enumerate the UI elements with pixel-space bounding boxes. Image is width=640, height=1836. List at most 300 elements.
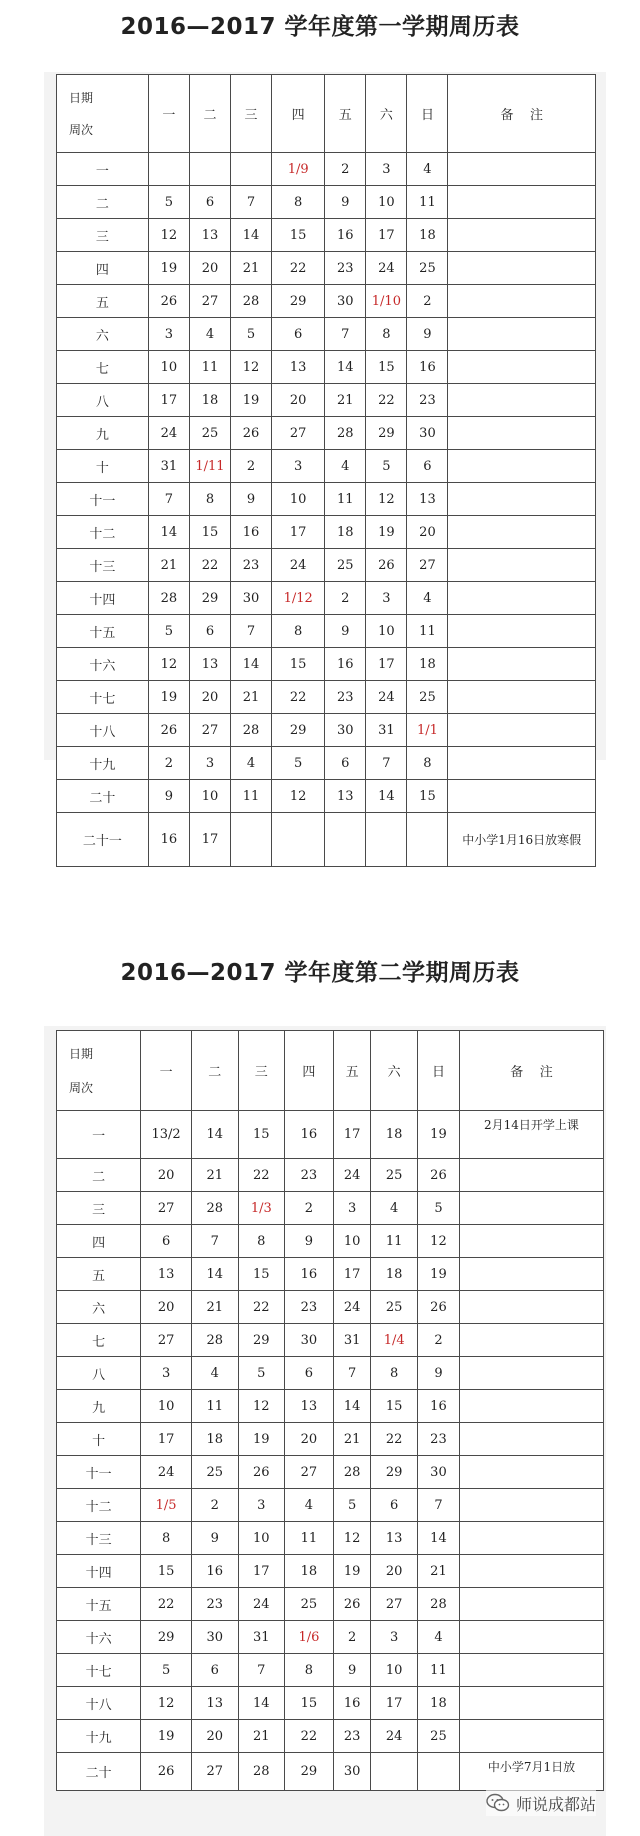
date-cell: 26 (141, 1753, 192, 1791)
wechat-icon (486, 1793, 510, 1813)
date-cell: 26 (148, 714, 189, 747)
week-number-cell: 六 (57, 1291, 141, 1324)
date-cell: 2 (192, 1489, 239, 1522)
week-row (57, 549, 596, 582)
date-cell: 9 (285, 1225, 334, 1258)
weekday-header: 五 (325, 75, 366, 153)
date-cell: 29 (371, 1456, 418, 1489)
note-cell (459, 1225, 603, 1258)
date-cell: 28 (417, 1588, 459, 1621)
note-cell (459, 1555, 603, 1588)
date-cell: 16 (148, 813, 189, 867)
date-cell: 7 (148, 483, 189, 516)
date-cell: 13 (189, 648, 230, 681)
date-cell: 8 (371, 1357, 418, 1390)
date-cell (189, 153, 230, 186)
date-cell: 24 (333, 1291, 371, 1324)
date-cell: 20 (272, 384, 325, 417)
date-cell: 22 (238, 1291, 285, 1324)
week-number-cell: 四 (57, 252, 149, 285)
date-cell: 23 (285, 1159, 334, 1192)
date-cell: 14 (148, 516, 189, 549)
date-cell: 2 (417, 1324, 459, 1357)
week-number-cell: 二 (57, 1159, 141, 1192)
date-cell: 30 (325, 714, 366, 747)
date-cell: 23 (333, 1720, 371, 1753)
semester-2-title: 2016—2017 学年度第二学期周历表 (120, 960, 520, 986)
date-cell: 19 (366, 516, 407, 549)
date-cell: 22 (285, 1720, 334, 1753)
date-cell: 31 (366, 714, 407, 747)
week-number-cell: 五 (57, 285, 149, 318)
note-cell (459, 1390, 603, 1423)
date-cell: 24 (238, 1588, 285, 1621)
date-cell: 13/2 (141, 1111, 192, 1159)
date-cell: 1/6 (285, 1621, 334, 1654)
date-cell: 11 (285, 1522, 334, 1555)
date-cell: 25 (371, 1159, 418, 1192)
date-cell: 25 (371, 1291, 418, 1324)
date-cell: 9 (407, 318, 448, 351)
week-number-cell: 二十一 (57, 813, 149, 867)
date-cell: 6 (189, 186, 230, 219)
week-row (57, 780, 596, 813)
date-cell: 20 (285, 1423, 334, 1456)
date-cell: 12 (238, 1390, 285, 1423)
date-cell: 27 (285, 1456, 334, 1489)
date-cell: 17 (333, 1111, 371, 1159)
date-cell: 30 (285, 1324, 334, 1357)
date-cell (407, 813, 448, 867)
date-cell: 8 (141, 1522, 192, 1555)
date-cell: 25 (192, 1456, 239, 1489)
date-cell: 8 (272, 186, 325, 219)
week-number-cell: 八 (57, 1357, 141, 1390)
date-cell: 3 (141, 1357, 192, 1390)
date-cell: 8 (238, 1225, 285, 1258)
date-cell: 6 (192, 1654, 239, 1687)
date-cell: 2 (325, 582, 366, 615)
date-cell: 31 (333, 1324, 371, 1357)
date-cell: 21 (148, 549, 189, 582)
note-cell (448, 615, 596, 648)
date-cell: 28 (192, 1324, 239, 1357)
date-cell (231, 153, 272, 186)
weekday-header: 二 (192, 1031, 239, 1111)
date-cell: 11 (417, 1654, 459, 1687)
date-cell: 28 (333, 1456, 371, 1489)
date-cell: 3 (333, 1192, 371, 1225)
week-number-cell: 十二 (57, 1489, 141, 1522)
date-cell: 3 (238, 1489, 285, 1522)
date-cell: 20 (189, 681, 230, 714)
date-cell: 17 (366, 648, 407, 681)
week-row (57, 318, 596, 351)
note-cell (459, 1522, 603, 1555)
date-cell: 26 (231, 417, 272, 450)
note-cell (448, 219, 596, 252)
date-cell: 22 (366, 384, 407, 417)
weekday-header: 六 (371, 1031, 418, 1111)
note-cell (459, 1192, 603, 1225)
week-row (57, 1489, 604, 1522)
date-cell: 19 (417, 1258, 459, 1291)
note-cell (448, 186, 596, 219)
week-number-cell: 七 (57, 1324, 141, 1357)
week-row (57, 219, 596, 252)
date-cell: 17 (189, 813, 230, 867)
date-cell: 25 (407, 681, 448, 714)
header-corner-cell (57, 75, 149, 153)
note-cell (448, 318, 596, 351)
date-cell: 15 (272, 219, 325, 252)
date-cell: 4 (407, 153, 448, 186)
date-cell: 19 (238, 1423, 285, 1456)
date-cell: 21 (192, 1159, 239, 1192)
date-cell: 22 (272, 681, 325, 714)
date-cell: 21 (231, 681, 272, 714)
note-cell (459, 1159, 603, 1192)
date-cell: 3 (272, 450, 325, 483)
date-cell: 10 (141, 1390, 192, 1423)
date-cell: 15 (189, 516, 230, 549)
date-cell: 9 (325, 615, 366, 648)
date-label: 日期 (69, 91, 94, 105)
date-cell: 21 (231, 252, 272, 285)
date-cell: 10 (272, 483, 325, 516)
date-cell: 17 (141, 1423, 192, 1456)
week-number-cell: 十二 (57, 516, 149, 549)
weekday-header: 日 (407, 75, 448, 153)
note-cell: 中小学1月16日放寒假 (448, 813, 596, 867)
header-corner-cell (57, 1031, 141, 1111)
date-cell (371, 1753, 418, 1791)
note-cell: 2月14日开学上课 (459, 1111, 603, 1159)
semester-2-calendar-table (56, 1030, 604, 1791)
date-cell: 5 (417, 1192, 459, 1225)
date-cell: 15 (407, 780, 448, 813)
weekday-header: 三 (231, 75, 272, 153)
date-cell: 16 (325, 219, 366, 252)
date-cell: 24 (148, 417, 189, 450)
week-number-cell: 二十 (57, 780, 149, 813)
date-cell: 18 (417, 1687, 459, 1720)
date-cell: 1/9 (272, 153, 325, 186)
date-cell: 2 (148, 747, 189, 780)
date-cell: 19 (148, 681, 189, 714)
week-number-cell: 二 (57, 186, 149, 219)
week-row (57, 1753, 604, 1791)
note-cell (448, 549, 596, 582)
date-cell: 20 (141, 1291, 192, 1324)
note-cell (459, 1588, 603, 1621)
date-cell: 22 (238, 1159, 285, 1192)
date-cell: 23 (231, 549, 272, 582)
week-row (57, 1423, 604, 1456)
note-cell (459, 1489, 603, 1522)
week-row (57, 1522, 604, 1555)
week-row (57, 1687, 604, 1720)
date-cell: 17 (366, 219, 407, 252)
date-cell: 23 (417, 1423, 459, 1456)
note-cell (448, 780, 596, 813)
date-cell: 20 (141, 1159, 192, 1192)
week-number-cell: 九 (57, 417, 149, 450)
week-row (57, 1456, 604, 1489)
date-cell: 15 (238, 1258, 285, 1291)
date-cell: 1/12 (272, 582, 325, 615)
weekday-header: 五 (333, 1031, 371, 1111)
week-number-cell: 十一 (57, 1456, 141, 1489)
week-row (57, 1225, 604, 1258)
week-number-cell: 十 (57, 1423, 141, 1456)
date-cell: 7 (333, 1357, 371, 1390)
date-cell: 15 (371, 1390, 418, 1423)
date-cell: 11 (407, 615, 448, 648)
week-row (57, 252, 596, 285)
date-cell: 25 (325, 549, 366, 582)
date-cell: 6 (272, 318, 325, 351)
date-cell: 15 (238, 1111, 285, 1159)
date-cell: 29 (366, 417, 407, 450)
date-cell: 21 (417, 1555, 459, 1588)
date-cell: 24 (272, 549, 325, 582)
date-cell: 28 (231, 714, 272, 747)
date-cell: 6 (371, 1489, 418, 1522)
date-cell (417, 1753, 459, 1791)
note-cell (459, 1687, 603, 1720)
week-row (57, 1258, 604, 1291)
watermark-text: 师说成都站 (516, 1794, 597, 1814)
date-cell: 31 (148, 450, 189, 483)
week-number-cell: 十七 (57, 681, 149, 714)
note-cell (459, 1423, 603, 1456)
date-cell: 7 (366, 747, 407, 780)
date-cell: 30 (333, 1753, 371, 1791)
date-cell: 12 (148, 219, 189, 252)
date-cell: 3 (148, 318, 189, 351)
note-header: 备 注 (448, 75, 596, 153)
date-cell: 26 (238, 1456, 285, 1489)
date-cell: 11 (192, 1390, 239, 1423)
date-cell: 5 (238, 1357, 285, 1390)
date-cell: 29 (272, 714, 325, 747)
date-label: 日期 (69, 1047, 94, 1061)
date-cell: 27 (371, 1588, 418, 1621)
date-cell: 9 (417, 1357, 459, 1390)
date-cell: 12 (333, 1522, 371, 1555)
date-cell: 1/1 (407, 714, 448, 747)
date-cell: 3 (371, 1621, 418, 1654)
week-number-cell: 十九 (57, 747, 149, 780)
week-number-cell: 十六 (57, 648, 149, 681)
date-cell: 16 (407, 351, 448, 384)
weekday-header: 六 (366, 75, 407, 153)
week-number-cell: 八 (57, 384, 149, 417)
date-cell: 18 (285, 1555, 334, 1588)
date-cell: 1/4 (371, 1324, 418, 1357)
week-row (57, 1555, 604, 1588)
week-number-cell: 五 (57, 1258, 141, 1291)
note-cell (448, 582, 596, 615)
date-cell: 5 (231, 318, 272, 351)
date-cell: 29 (272, 285, 325, 318)
week-row (57, 1390, 604, 1423)
date-cell: 8 (407, 747, 448, 780)
date-cell: 4 (371, 1192, 418, 1225)
date-cell: 18 (192, 1423, 239, 1456)
date-cell: 3 (366, 153, 407, 186)
date-cell: 1/5 (141, 1489, 192, 1522)
note-cell (459, 1621, 603, 1654)
date-cell: 9 (148, 780, 189, 813)
date-cell: 16 (325, 648, 366, 681)
date-cell: 9 (325, 186, 366, 219)
week-row (57, 813, 596, 867)
week-label: 周次 (69, 123, 94, 137)
date-cell: 29 (189, 582, 230, 615)
note-cell (448, 153, 596, 186)
note-cell (459, 1291, 603, 1324)
week-row (57, 1621, 604, 1654)
date-cell: 25 (407, 252, 448, 285)
date-cell: 24 (366, 681, 407, 714)
date-cell: 26 (366, 549, 407, 582)
date-cell: 14 (192, 1258, 239, 1291)
date-cell (272, 813, 325, 867)
date-cell: 28 (238, 1753, 285, 1791)
week-row (57, 483, 596, 516)
week-row (57, 153, 596, 186)
weekday-header: 一 (141, 1031, 192, 1111)
note-cell (448, 252, 596, 285)
date-cell: 15 (141, 1555, 192, 1588)
week-row (57, 747, 596, 780)
week-number-cell: 十三 (57, 549, 149, 582)
date-cell: 14 (325, 351, 366, 384)
note-cell (459, 1720, 603, 1753)
week-row (57, 351, 596, 384)
week-row (57, 648, 596, 681)
date-cell: 13 (407, 483, 448, 516)
week-row (57, 1324, 604, 1357)
date-cell: 6 (325, 747, 366, 780)
note-cell (448, 384, 596, 417)
date-cell: 14 (231, 219, 272, 252)
date-cell: 16 (417, 1390, 459, 1423)
week-number-cell: 十八 (57, 1687, 141, 1720)
date-cell: 14 (417, 1522, 459, 1555)
date-cell: 10 (189, 780, 230, 813)
date-cell: 28 (192, 1192, 239, 1225)
watermark (486, 1790, 596, 1816)
weekday-header: 四 (272, 75, 325, 153)
week-row (57, 1588, 604, 1621)
note-cell (459, 1258, 603, 1291)
date-cell: 4 (189, 318, 230, 351)
date-cell: 12 (148, 648, 189, 681)
date-cell: 19 (141, 1720, 192, 1753)
date-cell: 19 (417, 1111, 459, 1159)
date-cell: 24 (366, 252, 407, 285)
date-cell: 29 (238, 1324, 285, 1357)
date-cell: 30 (192, 1621, 239, 1654)
week-number-cell: 三 (57, 219, 149, 252)
weekday-header: 四 (285, 1031, 334, 1111)
weekday-header: 三 (238, 1031, 285, 1111)
week-number-cell: 六 (57, 318, 149, 351)
note-cell (448, 747, 596, 780)
date-cell: 13 (192, 1687, 239, 1720)
date-cell: 18 (189, 384, 230, 417)
date-cell: 5 (366, 450, 407, 483)
date-cell: 17 (148, 384, 189, 417)
date-cell: 18 (407, 648, 448, 681)
date-cell: 15 (272, 648, 325, 681)
week-number-cell: 十八 (57, 714, 149, 747)
date-cell: 25 (417, 1720, 459, 1753)
date-cell: 27 (141, 1324, 192, 1357)
date-cell: 17 (371, 1687, 418, 1720)
date-cell: 7 (192, 1225, 239, 1258)
date-cell: 26 (417, 1291, 459, 1324)
date-cell: 11 (371, 1225, 418, 1258)
date-cell: 24 (141, 1456, 192, 1489)
date-cell: 29 (141, 1621, 192, 1654)
date-cell: 6 (189, 615, 230, 648)
date-cell: 30 (417, 1456, 459, 1489)
date-cell: 4 (285, 1489, 334, 1522)
date-cell: 13 (371, 1522, 418, 1555)
date-cell: 26 (333, 1588, 371, 1621)
date-cell: 7 (231, 186, 272, 219)
date-cell: 11 (231, 780, 272, 813)
date-cell: 14 (238, 1687, 285, 1720)
week-row (57, 1720, 604, 1753)
date-cell: 28 (231, 285, 272, 318)
note-header: 备 注 (459, 1031, 603, 1111)
week-number-cell: 十七 (57, 1654, 141, 1687)
week-number-cell: 十一 (57, 483, 149, 516)
week-row (57, 1357, 604, 1390)
date-cell: 20 (192, 1720, 239, 1753)
date-cell: 8 (285, 1654, 334, 1687)
date-cell: 30 (407, 417, 448, 450)
date-cell: 18 (325, 516, 366, 549)
date-cell: 16 (231, 516, 272, 549)
date-cell: 22 (371, 1423, 418, 1456)
date-cell: 23 (192, 1588, 239, 1621)
date-cell: 10 (366, 615, 407, 648)
week-number-cell: 四 (57, 1225, 141, 1258)
week-row (57, 1291, 604, 1324)
week-number-cell: 十 (57, 450, 149, 483)
week-number-cell: 十三 (57, 1522, 141, 1555)
date-cell: 18 (371, 1111, 418, 1159)
date-cell: 26 (417, 1159, 459, 1192)
date-cell: 15 (366, 351, 407, 384)
date-cell: 21 (238, 1720, 285, 1753)
date-cell: 13 (272, 351, 325, 384)
date-cell: 24 (333, 1159, 371, 1192)
date-cell: 27 (272, 417, 325, 450)
header-row (57, 75, 596, 153)
date-cell: 6 (407, 450, 448, 483)
date-cell: 8 (272, 615, 325, 648)
week-row (57, 681, 596, 714)
week-row (57, 1192, 604, 1225)
date-cell: 23 (407, 384, 448, 417)
